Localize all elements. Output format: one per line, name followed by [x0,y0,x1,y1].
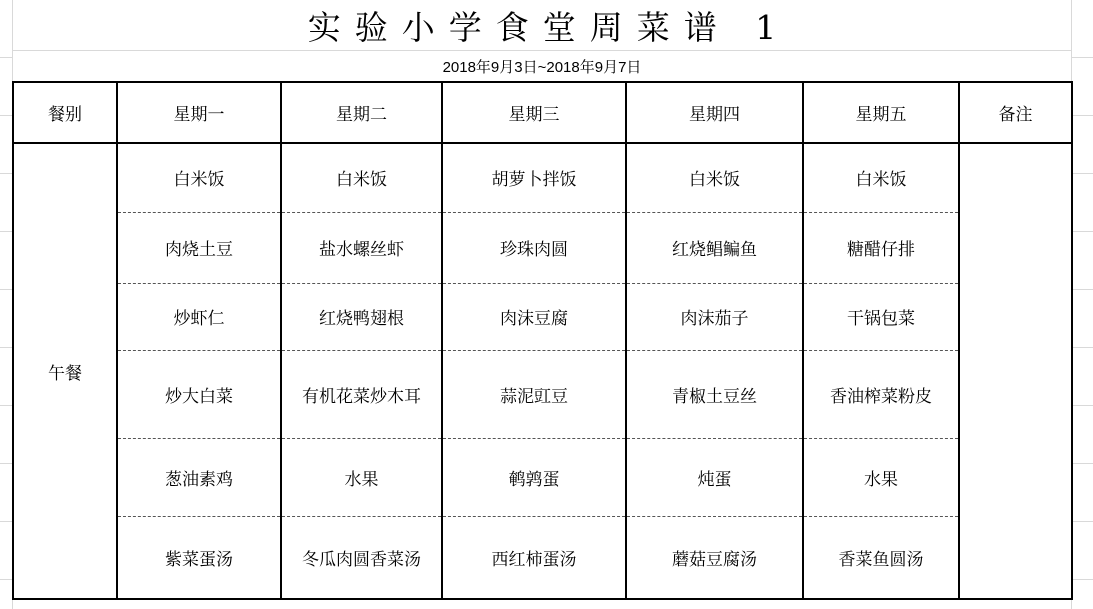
spreadsheet-gridlines-right [1071,0,1093,609]
header-thursday[interactable]: 星期四 [626,82,803,143]
table-row [13,438,1072,516]
header-friday[interactable]: 星期五 [803,82,959,143]
dish-cell[interactable]: 白米饭 [281,143,442,212]
dish-cell[interactable]: 水果 [281,438,442,516]
dish-cell[interactable]: 白米饭 [626,143,803,212]
table-row [13,283,1072,350]
header-wednesday[interactable]: 星期三 [442,82,626,143]
dish-cell[interactable]: 白米饭 [803,143,959,212]
header-notes[interactable]: 备注 [959,82,1072,143]
dish-cell[interactable]: 胡萝卜拌饭 [442,143,626,212]
notes-cell[interactable] [959,143,1072,599]
dish-cell[interactable]: 炒大白菜 [117,350,281,438]
date-range: 2018年9月3日~2018年9月7日 [442,58,642,76]
dish-cell[interactable]: 肉烧土豆 [117,212,281,283]
dish-cell[interactable]: 白米饭 [117,143,281,212]
dish-cell[interactable]: 肉沫茄子 [626,283,803,350]
dish-cell[interactable]: 西红柿蛋汤 [442,516,626,599]
dish-cell[interactable]: 冬瓜肉圆香菜汤 [281,516,442,599]
meal-cell[interactable]: 午餐 [13,143,117,599]
dish-cell[interactable]: 紫菜蛋汤 [117,516,281,599]
dish-cell[interactable]: 炒虾仁 [117,283,281,350]
dish-cell[interactable]: 糖醋仔排 [803,212,959,283]
table-row [13,516,1072,599]
dish-cell[interactable]: 鹌鹑蛋 [442,438,626,516]
header-meal[interactable]: 餐别 [13,82,117,143]
dish-cell[interactable]: 香菜鱼圆汤 [803,516,959,599]
table-row [13,143,1072,212]
dish-cell[interactable]: 香油榨菜粉皮 [803,350,959,438]
dish-cell[interactable]: 肉沫豆腐 [442,283,626,350]
table-row [13,212,1072,283]
dish-cell[interactable]: 红烧鲳鳊鱼 [626,212,803,283]
dish-cell[interactable]: 有机花菜炒木耳 [281,350,442,438]
menu-table [12,81,1073,600]
dish-cell[interactable]: 水果 [803,438,959,516]
header-tuesday[interactable]: 星期二 [281,82,442,143]
header-row [13,82,1072,143]
title-cell[interactable] [13,0,1071,51]
date-range-cell[interactable] [13,51,1071,81]
dish-cell[interactable]: 干锅包菜 [803,283,959,350]
dish-cell[interactable]: 盐水螺丝虾 [281,212,442,283]
table-row [13,350,1072,438]
dish-cell[interactable]: 青椒土豆丝 [626,350,803,438]
dish-cell[interactable]: 炖蛋 [626,438,803,516]
dish-cell[interactable]: 蒜泥豇豆 [442,350,626,438]
page-title: 实验小学食堂周菜谱 1 [307,7,791,47]
header-monday[interactable]: 星期一 [117,82,281,143]
dish-cell[interactable]: 葱油素鸡 [117,438,281,516]
dish-cell[interactable]: 红烧鸭翅根 [281,283,442,350]
dish-cell[interactable]: 珍珠肉圆 [442,212,626,283]
dish-cell[interactable]: 蘑菇豆腐汤 [626,516,803,599]
